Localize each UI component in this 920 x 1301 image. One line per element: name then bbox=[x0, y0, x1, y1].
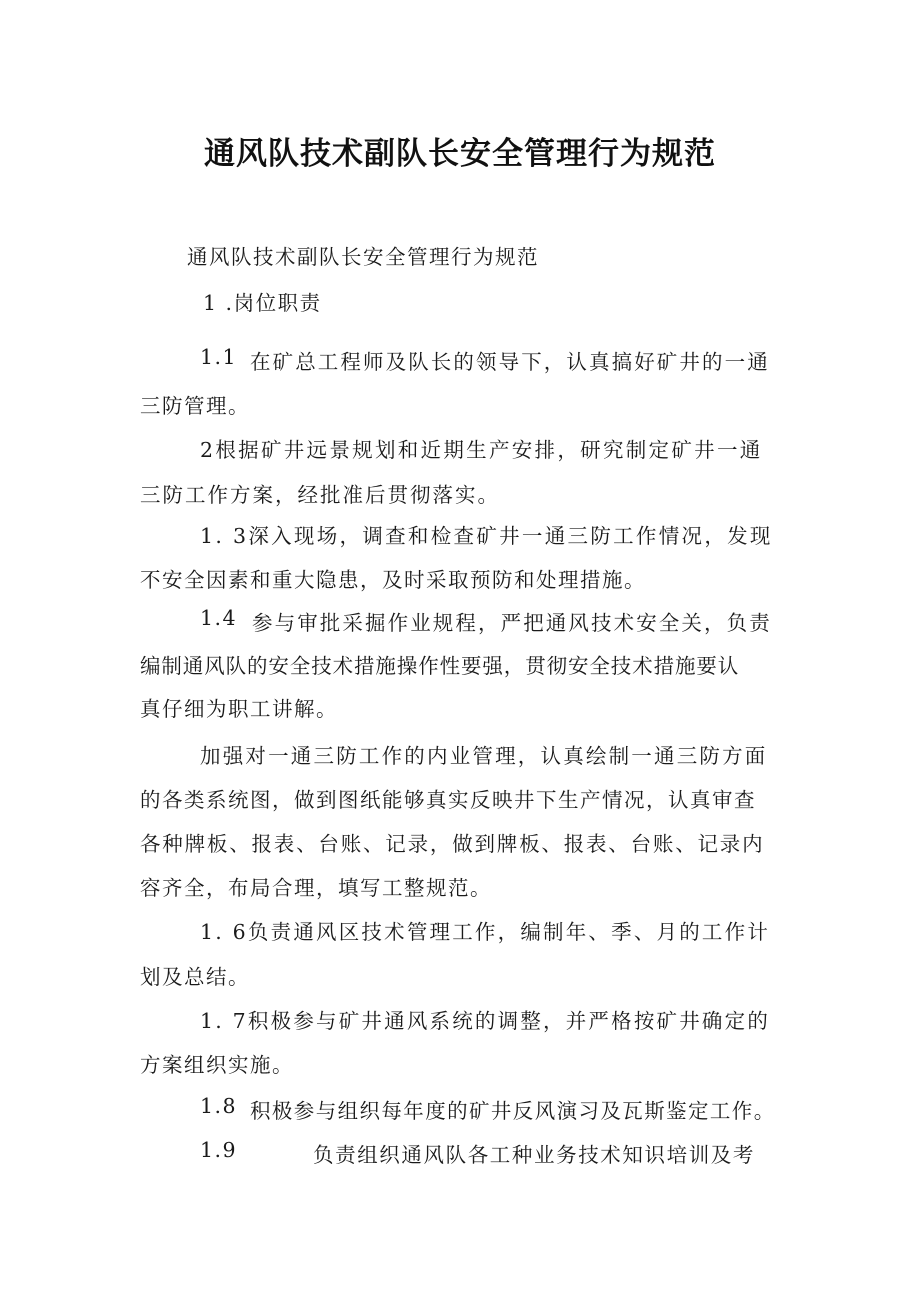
item-number: 1.8 bbox=[200, 1094, 238, 1118]
paragraph-line: 1. 6负责通风区技术管理工作，编制年、季、月的工作计 bbox=[200, 920, 771, 944]
item-number: 1.4 bbox=[200, 606, 238, 630]
paragraph-line: 三防管理。 bbox=[140, 394, 250, 418]
section-heading: 1 .岗位职责 bbox=[203, 291, 322, 315]
item-number: 1.9 bbox=[200, 1138, 238, 1162]
paragraph-line: 积极参与组织每年度的矿井反风演习及瓦斯鉴定工作。 bbox=[250, 1099, 776, 1123]
paragraph-line: 2根据矿井远景规划和近期生产安排，研究制定矿井一通 bbox=[200, 438, 763, 462]
paragraph-line: 1. 3深入现场，调查和检查矿井一通三防工作情况，发现 bbox=[200, 524, 773, 548]
paragraph-line: 1. 7积极参与矿井通风系统的调整，并严格按矿井确定的 bbox=[200, 1009, 771, 1033]
paragraph-line: 参与审批采掘作业规程，严把通风技术安全关，负责 bbox=[252, 611, 772, 635]
paragraph-line: 划及总结。 bbox=[140, 965, 250, 989]
paragraph-line: 真仔细为职工讲解。 bbox=[140, 697, 338, 721]
paragraph-line: 在矿总工程师及队长的领导下，认真搞好矿井的一通 bbox=[250, 350, 770, 374]
paragraph-line: 的各类系统图，做到图纸能够真实反映井下生产情况，认真审查 bbox=[140, 788, 756, 812]
item-number: 1.1 bbox=[200, 345, 238, 369]
paragraph-line: 负责组织通风队各工种业务技术知识培训及考 bbox=[313, 1143, 755, 1167]
paragraph-line: 不安全因素和重大隐患，及时采取预防和处理措施。 bbox=[140, 568, 646, 592]
paragraph-line: 加强对一通三防工作的内业管理，认真绘制一通三防方面 bbox=[200, 744, 768, 768]
paragraph-line: 容齐全，布局合理，填写工整规范。 bbox=[140, 876, 492, 900]
paragraph-line: 三防工作方案，经批准后贯彻落实。 bbox=[140, 483, 500, 507]
paragraph-line: 方案组织实施。 bbox=[140, 1053, 294, 1077]
document-subtitle: 通风队技术副队长安全管理行为规范 bbox=[187, 245, 539, 269]
document-title: 通风队技术副队长安全管理行为规范 bbox=[204, 136, 716, 172]
paragraph-line: 编制通风队的安全技术措施操作性要强，贯彻安全技术措施要认 bbox=[140, 654, 740, 678]
paragraph-line: 各种牌板、报表、台账、记录，做到牌板、报表、台账、记录内 bbox=[140, 832, 765, 856]
